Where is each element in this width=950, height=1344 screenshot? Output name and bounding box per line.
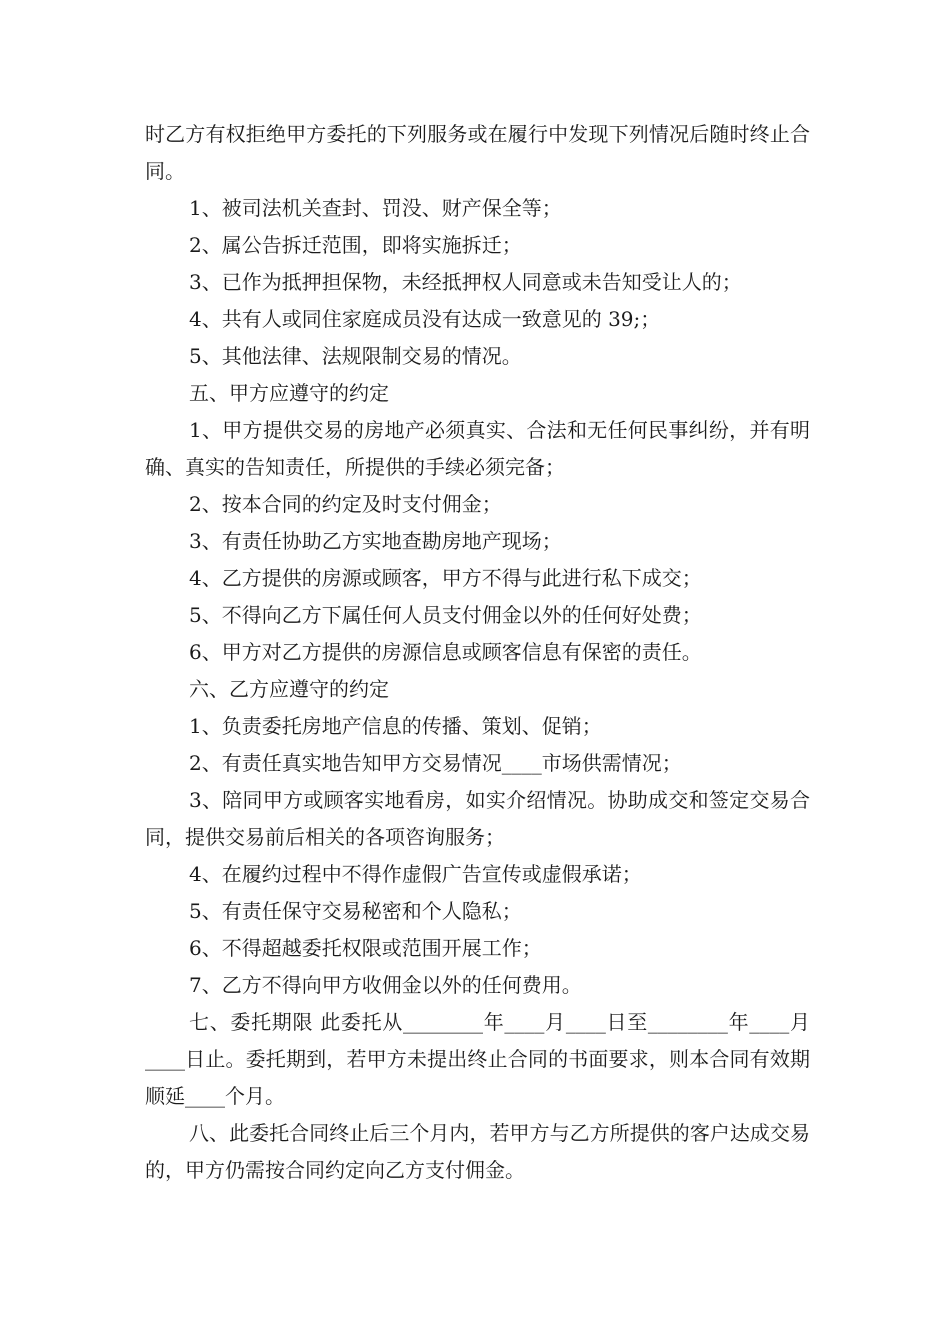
section-heading-6: 六、乙方应遵守的约定 [189, 677, 389, 701]
section-8-post-termination: 八、此委托合同终止后三个月内，若甲方与乙方所提供的客户达成交易的，甲方仍需按合同约定向乙方支付佣金。 [145, 1121, 810, 1182]
section-7-term: 七、委托期限 此委托从________年____月____日至________年____月____日止。委托期到，若甲方未提出终止合同的书面要求，则本合同有效期顺延____个月。 [145, 1010, 810, 1108]
paragraph-6: 5、其他法律、法规限制交易的情况。 [189, 344, 522, 368]
paragraph-12: 5、不得向乙方下属任何人员支付佣金以外的任何好处费； [189, 603, 702, 627]
paragraph-8: 1、甲方提供交易的房地产必须真实、合法和无任何民事纠纷，并有明确、真实的告知责任，所提供的手续必须完备； [145, 418, 810, 479]
section-heading-5: 五、甲方应遵守的约定 [189, 381, 389, 405]
paragraph-2: 1、被司法机关查封、罚没、财产保全等； [189, 196, 562, 220]
paragraph-20: 6、不得超越委托权限或范围开展工作； [189, 936, 542, 960]
document-body [145, 116, 810, 1189]
paragraph-10: 3、有责任协助乙方实地查勘房地产现场； [189, 529, 562, 553]
paragraph-4: 3、已作为抵押担保物，未经抵押权人同意或未告知受让人的； [189, 270, 742, 294]
paragraph-21: 7、乙方不得向甲方收佣金以外的任何费用。 [189, 973, 582, 997]
paragraph-1: 时乙方有权拒绝甲方委托的下列服务或在履行中发现下列情况后随时终止合同。 [145, 122, 810, 183]
paragraph-11: 4、乙方提供的房源或顾客，甲方不得与此进行私下成交； [189, 566, 702, 590]
paragraph-9: 2、按本合同的约定及时支付佣金； [189, 492, 502, 516]
paragraph-5: 4、共有人或同住家庭成员没有达成一致意见的 39;； [189, 307, 661, 331]
paragraph-19: 5、有责任保守交易秘密和个人隐私； [189, 899, 522, 923]
paragraph-15: 1、负责委托房地产信息的传播、策划、促销； [189, 714, 602, 738]
paragraph-18: 4、在履约过程中不得作虚假广告宣传或虚假承诺； [189, 862, 642, 886]
paragraph-13: 6、甲方对乙方提供的房源信息或顾客信息有保密的责任。 [189, 640, 702, 664]
paragraph-17: 3、陪同甲方或顾客实地看房，如实介绍情况。协助成交和签定交易合同，提供交易前后相关的各项咨询服务； [145, 788, 810, 849]
paragraph-16: 2、有责任真实地告知甲方交易情况____市场供需情况； [189, 751, 682, 775]
paragraph-3: 2、属公告拆迁范围，即将实施拆迁； [189, 233, 522, 257]
